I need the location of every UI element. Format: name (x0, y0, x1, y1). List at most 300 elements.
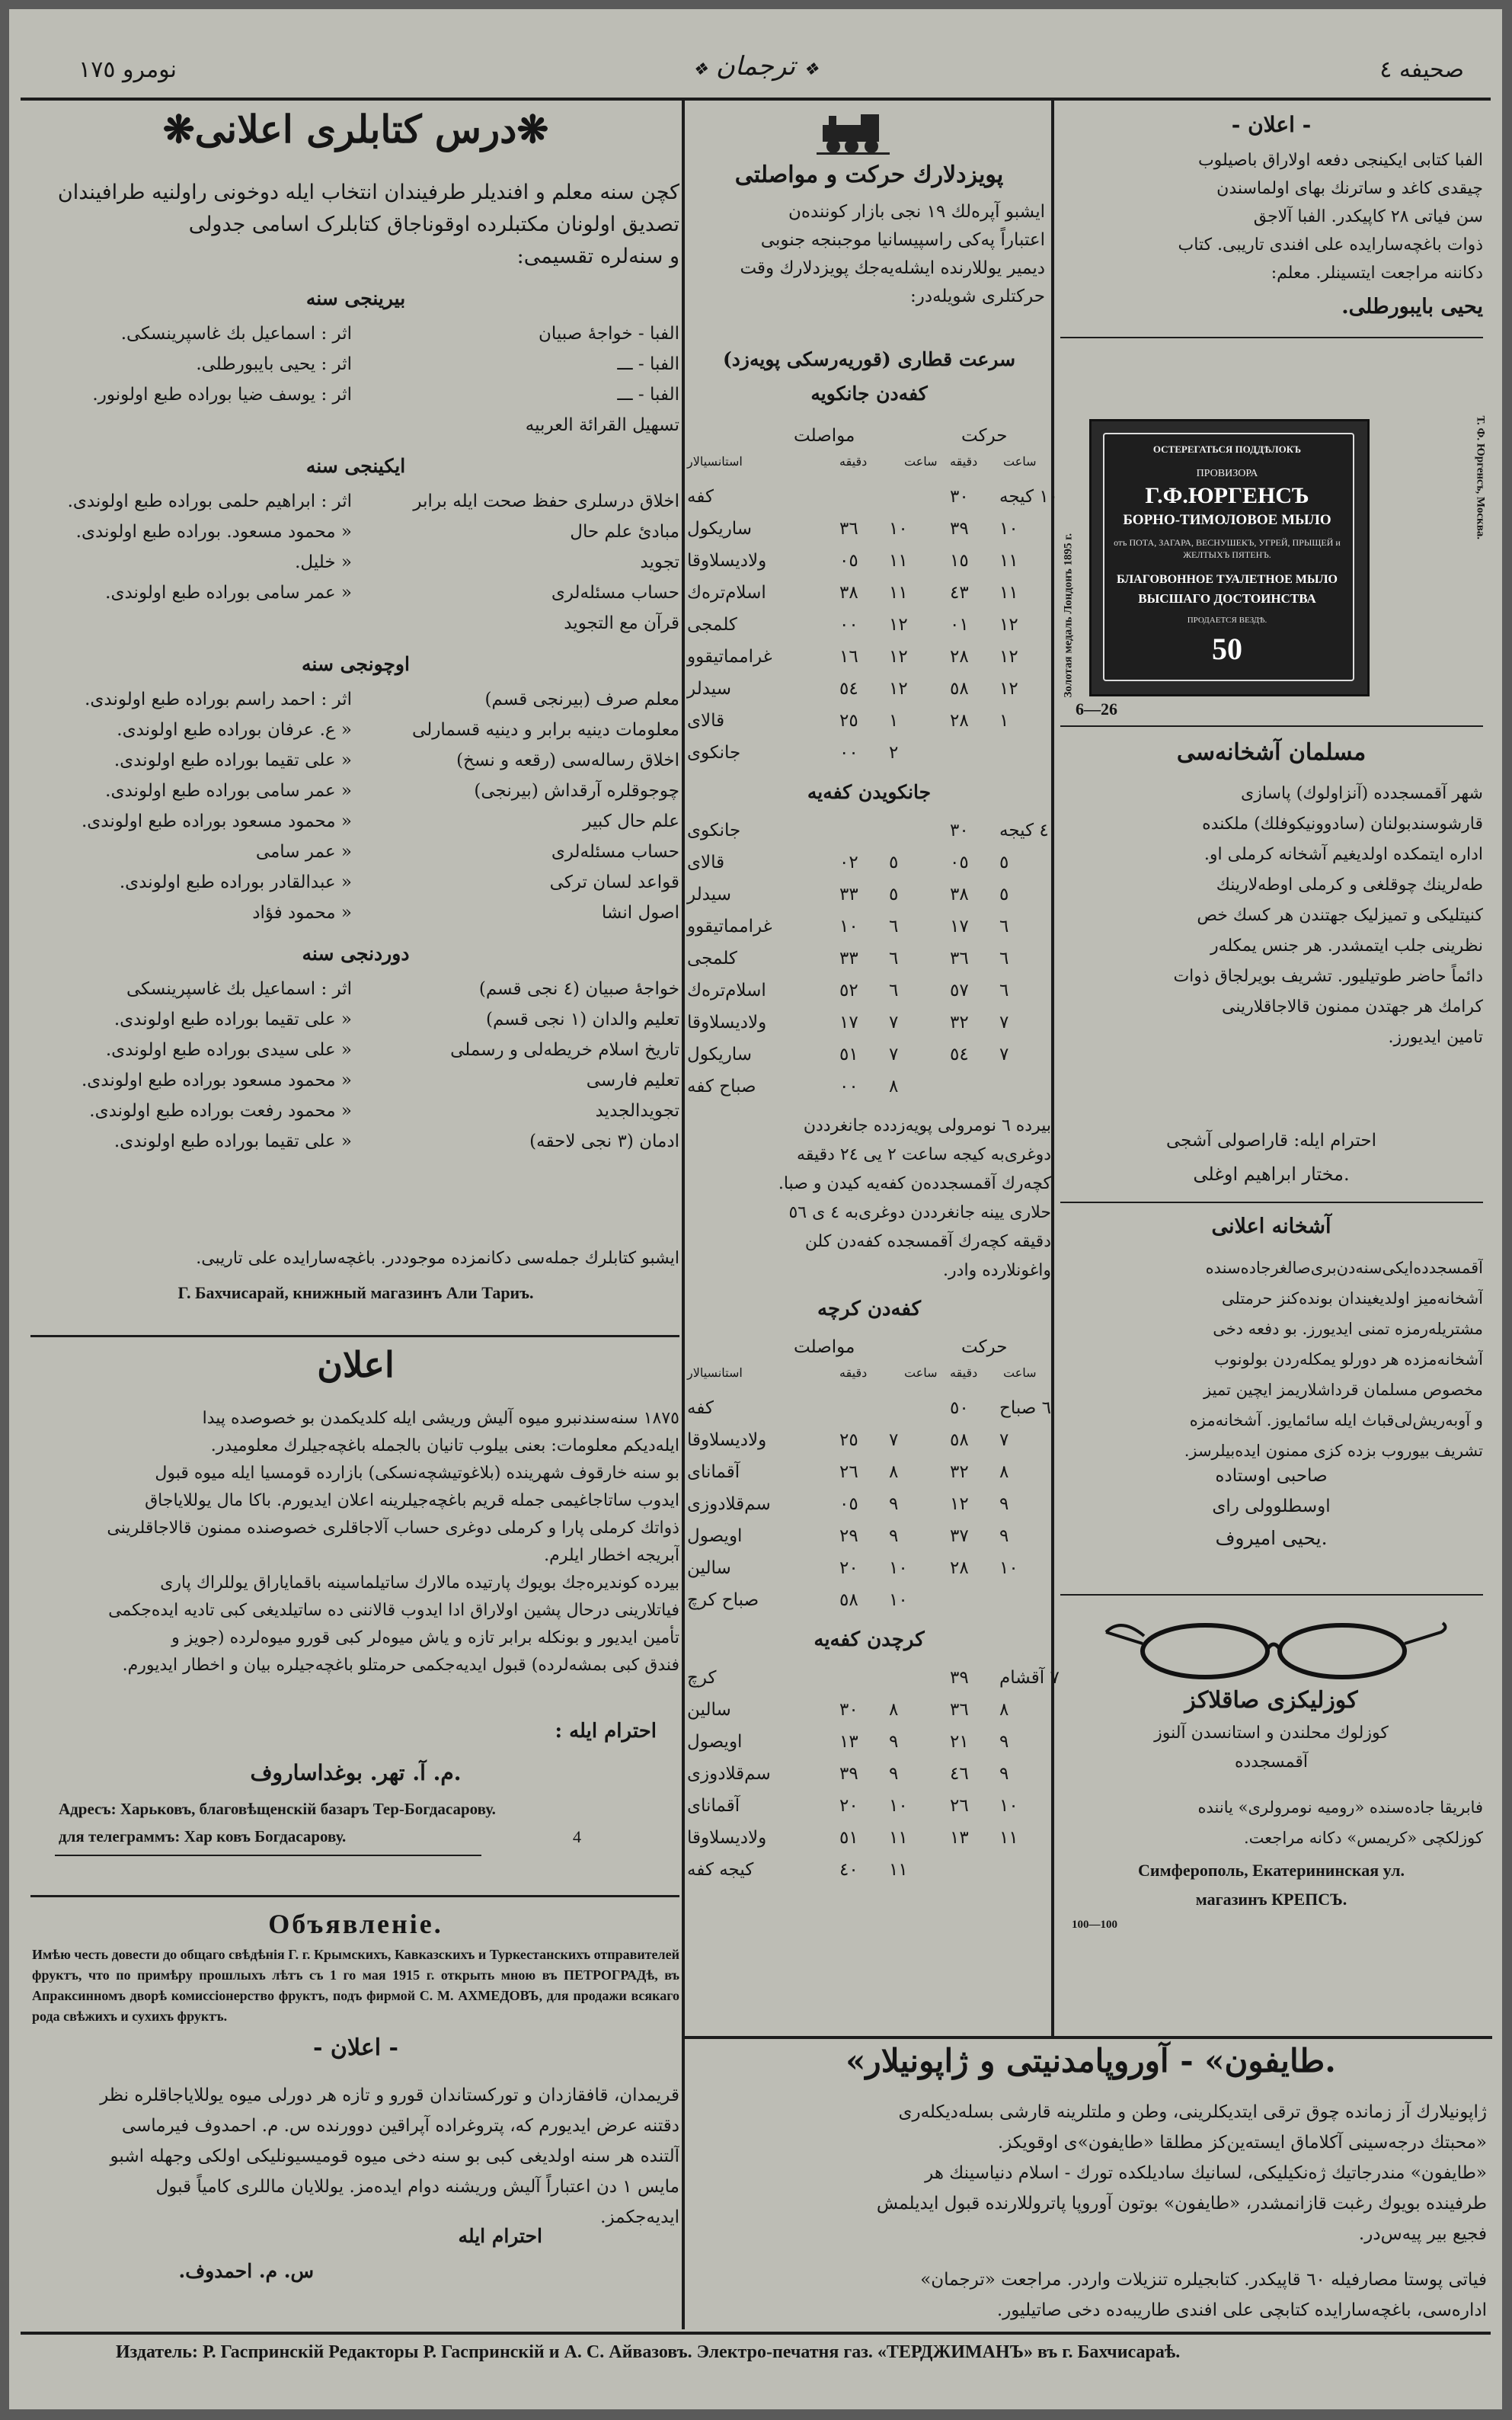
book-author: « عمر سامی بوراده طبع اولوندی. (105, 781, 352, 801)
arrive-hour: ١٢ (889, 647, 908, 667)
arrive-hour: ٨ (889, 1077, 899, 1096)
book-author: « عمر سامی بوراده طبع اولوندی. (105, 583, 352, 603)
book-title: معلومات دینیه برابر و دینیه قسمارلی (412, 720, 679, 740)
soap-side-right (1469, 415, 1491, 703)
book-title: تاریخ اسلام خریطه‌لی و رسملی (450, 1040, 679, 1060)
announcement-body-tr (32, 2080, 679, 2233)
express-train-label: سرعت قطاری (قوریه‌رسکی پویه‌زد) (722, 348, 1016, 370)
book-row (32, 410, 679, 440)
depart-hour: ١١ (999, 583, 1018, 603)
announcement-line: قریمدان، قافقازدان و تورکستاندان قورو و تازه هر دورلی میوه یوللایاجاقلره نظر (100, 2085, 679, 2105)
kitchen-ad-sig-3: یحیی امیروف. (1215, 1527, 1328, 1549)
depart-hour: ٥ (999, 885, 1009, 904)
book-row (32, 486, 679, 517)
arrive-minute: ٢٠ (839, 1796, 858, 1816)
depart-hour: ٩ (999, 1526, 1009, 1546)
fruit-ad-title: اعلان (317, 1344, 395, 1385)
book-author: اثر : یحیی بایبورطلی. (196, 354, 352, 374)
depart-minute: ٣٦ (950, 1700, 969, 1720)
year-heading: اوچونجی سنه (302, 653, 410, 675)
table-row (687, 610, 1051, 640)
fruit-ad-line: بیرده کوندیره‌جك بویوك پارتیده مالارك ساتیلماسینه باقمایاراق یوللراك پاری (160, 1573, 679, 1593)
table-row (687, 1791, 1051, 1821)
arrive-hour: ٩ (889, 1732, 899, 1752)
table-row (687, 738, 1051, 768)
arrive-minute: ٥٢ (839, 981, 858, 1000)
depart-minute: ٤٦ (950, 1764, 969, 1784)
depart-minute: ١٣ (950, 1828, 969, 1848)
book-row (32, 578, 679, 608)
depart-hour: ١٢ (999, 615, 1018, 635)
depart-minute: ٣٨ (950, 885, 969, 904)
glasses-ad-line: کوزلکچی «کریمس» دکانه مراجعت. (1243, 1829, 1483, 1847)
book-title: اخلاق درسلری حفظ صحت ایله برابر (413, 491, 679, 511)
kitchen-ad-line: آقمسجدده‌ایکی‌سنه‌دن‌بری‌صالغرجاده‌سنده (1205, 1259, 1483, 1277)
book-title: حساب مسئله‌لری (551, 842, 679, 862)
table-row (687, 674, 1051, 704)
column-header: دقیقه (839, 1365, 868, 1380)
alphabet-ad-line: الفبا کتابی ایکینجی دفعه اولاراق باصیلوب (1197, 151, 1483, 170)
depart-minute: ٣٠ (950, 821, 969, 840)
school-books-title-text: درس کتابلری اعلانی (194, 107, 517, 152)
kitchen-ad-line: آشخانه‌میز اولدیغیندان بونده‌کنز حرمتلی (1221, 1289, 1483, 1308)
fruit-ad-respect: احترام ایله : (555, 1720, 657, 1743)
arrive-minute: ١٧ (839, 1013, 858, 1032)
book-author: « محمود فؤاد (252, 903, 352, 923)
depart-minute: ٣٩ (950, 1668, 969, 1688)
kitchen-ad-sig-1: صاحبی اوستاده (1215, 1466, 1328, 1486)
train-intro-line: ایشبو آپره‌لك ١٩ نجی بازار کوننده‌ن (788, 202, 1045, 222)
book-title: مبادئ علم حال (570, 522, 679, 542)
route-kefe-kerch: کفه‌دن کرچه (817, 1298, 921, 1320)
arrive-minute: ٥١ (839, 1045, 858, 1064)
arrive-hour: ١١ (889, 1828, 908, 1848)
table-row (687, 1663, 1060, 1693)
book-author: « محمود مسعود. بوراده طبع اولوندی. (75, 522, 352, 542)
depart-minute: ٣٢ (950, 1462, 969, 1482)
book-title: تعلیم والدان (١ نجی قسم) (485, 1010, 679, 1029)
arrive-hour: ٧ (889, 1430, 899, 1450)
book-row (32, 608, 679, 639)
arrive-minute: ٢٥ (839, 711, 858, 731)
station-name: آقمانای (687, 1462, 740, 1482)
soap-provizor: ПРОВИЗОРА (1196, 468, 1258, 479)
arrive-hour: ٨ (889, 1462, 899, 1482)
table-row (687, 482, 1059, 512)
book-row (32, 776, 679, 806)
station-name: كيجه كفه (687, 1860, 754, 1880)
depart-minute: ١٥ (950, 551, 969, 571)
table-row (687, 1425, 1051, 1455)
table-row (687, 1695, 1051, 1725)
year-heading: ایکینجی سنه (305, 455, 406, 477)
book-row (32, 379, 679, 410)
train-intro-line: دیمیر یوللارنده ایشله‌یه‌جك پویزدلارك وقت (740, 258, 1045, 278)
arrive-minute: ٥١ (839, 1828, 858, 1848)
year-heading: دوردنجی سنه (302, 943, 410, 965)
train-icon (817, 107, 890, 157)
station-name: سیدلر (687, 679, 731, 699)
restaurant-ad-line: شهر آقمسجدده (آنزاولوك) پاسازی (1240, 784, 1483, 803)
typhoon-ad-line: «طایفون» مندرجاتیك ژه‌نکیلیکی، لسانیك سادیلکده تورك - اسلام دنیاسینك هر (925, 2163, 1487, 2183)
column-header: دقیقه (950, 1365, 978, 1380)
typhoon-price-line: اداره‌سی، باغچه‌سارایده کتابچی علی افندی طاریبه‌ده دخی صاتیلیور. (996, 2300, 1487, 2320)
column-group-header: حرکت (961, 426, 1008, 446)
station-name: سم‌قلادوزی (687, 1494, 771, 1514)
train-note-line: کچه‌رك آقمسجدده‌ن کفه‌یه کیدن و صبا. (778, 1174, 1051, 1193)
rule-r3 (1060, 1202, 1483, 1203)
restaurant-ad-line: قارشوسندبولنان (سادوونیکوفلك) ملکنده (1202, 815, 1483, 834)
book-title: ادمان (٣ نجی لاحقه) (529, 1132, 679, 1151)
book-author: « عمر سامی (255, 842, 352, 862)
fruit-ad-signature: م. آ. تهر. بوغداساروف. (250, 1760, 462, 1785)
column-header: دقیقه (839, 454, 868, 469)
kitchen-ad-line: تشریف بیوروب بزده کزی ممنون ایده‌بیلرسز. (1184, 1442, 1483, 1460)
depart-minute: ٥٨ (950, 679, 969, 699)
depart-hour: ١ (999, 711, 1009, 731)
alphabet-ad-line: دکاننه مراجعت ایتسینلر. معلم: (1271, 264, 1483, 283)
glasses-ad-address-2: магазинъ КРЕПСЪ. (1195, 1890, 1347, 1909)
table-row (687, 975, 1051, 1006)
arrive-hour: ٩ (889, 1764, 899, 1784)
fruit-ad-address: Адресъ: Харьковъ, благовѣщенскій базаръ Тер-Богдасарову. (59, 1800, 496, 1818)
depart-hour: ٧ (999, 1430, 1009, 1450)
table-row (687, 578, 1051, 608)
bookstore-note: ایشبو کتابلرك جمله‌سی دکانمزده موجوددر. باغچه‌سارایده علی تاریبی. (196, 1249, 679, 1268)
fruit-ad-telegram: для телеграммъ: Хар ковъ Богдасарову. (59, 1827, 347, 1845)
book-row (32, 898, 679, 928)
book-title: تعلیم فارسی (586, 1071, 679, 1090)
column-rule-left (682, 101, 685, 2329)
station-name: جانكوی (687, 743, 741, 763)
announcement-line: دقتنه عرض ایدیورم که، پتروغراده آپراقین دوورنده س. م. احمدوف فیرماسی (121, 2116, 679, 2136)
book-author: « علی تقیما بوراده طبع اولوندی. (113, 751, 352, 770)
station-name: كرچ (687, 1668, 717, 1688)
intro-line: تصدیق اولونان مکتبلرده اوقوناجاق کتابلرک اسامی جدولی (188, 213, 679, 236)
glasses-ad-address-1: Симферополь, Екатерининская ул. (1138, 1861, 1405, 1880)
book-row (32, 806, 679, 837)
school-books-intro (32, 177, 679, 273)
book-row (32, 867, 679, 898)
soap-side-left-text: Золотая медаль Лондонъ 1895 г. (1062, 533, 1075, 698)
arrive-hour: ١٠ (889, 1558, 908, 1578)
depart-hour: ١٠ كيجه (999, 487, 1059, 507)
book-title: حساب مسئله‌لری (551, 583, 679, 603)
rule-bottom-ad (685, 2036, 1492, 2039)
fruit-ad-line: ایله‌دیکم معلومات: بعنی بیلوب تانیان بالجمله باغچه‌جیلرك معلومیدر. (210, 1436, 679, 1455)
book-title: الفبا - خواجهٔ صبیان (538, 324, 679, 344)
station-name: كلمجی (687, 949, 737, 968)
book-row (32, 684, 679, 715)
kitchen-ad-line: مشتریله‌رمزه تمنی ایدیورز. بو دفعه دخی (1213, 1320, 1483, 1338)
depart-hour: ٩ (999, 1732, 1009, 1752)
intro-line: کچن سنه معلم و افندیلر طرفیندان انتخاب ایله دوخونی راولنیه طرافیندان (57, 181, 679, 204)
table-row (687, 514, 1051, 544)
train-note-line: دقیقه کچه‌رك آقمسجده کفه‌دن کلن (804, 1232, 1051, 1251)
intro-line: و سنه‌لره تقسیمی: (516, 245, 679, 268)
station-name: سالین (687, 1558, 731, 1578)
station-name: سالین (687, 1700, 731, 1720)
fruit-ad-line: تأمین ایدیور و بونکله برابر تازه و یاش میوه‌لر کبی قورو میوه‌لرده (جویز و (171, 1628, 679, 1647)
arrive-minute: ٣٠ (839, 1700, 858, 1720)
depart-minute: ١٢ (950, 1494, 969, 1514)
table-row (687, 879, 1051, 910)
arrive-hour: ٥ (889, 885, 899, 904)
arrive-minute: ٣٨ (839, 583, 858, 603)
table-subheader-row (687, 1358, 1051, 1388)
column-header: ساعت (1003, 1365, 1037, 1380)
typhoon-ad-line: فجیع بیر پیه‌س‌در. (1358, 2224, 1487, 2244)
announcement-line: ایدیه‌جکمز. (600, 2207, 679, 2227)
arrive-minute: ٠٠ (839, 615, 858, 635)
bookstore-address: Г. Бахчисарай, книжный магазинъ Али Тариъ. (177, 1283, 534, 1302)
arrive-hour: ٩ (889, 1494, 899, 1514)
soap-purpose: отъ ПОТА, ЗАГАРА, ВЕСНУШЕКЪ, УГРЕЙ, ПРЫЩЕЙ и ЖЕЛТЫХЪ ПЯТЕНЪ. (1114, 537, 1341, 560)
book-title: خواجهٔ صبیان (٤ نجی قسم) (478, 979, 679, 999)
book-title: الفبا - ـــ (617, 385, 679, 405)
depart-minute: ٣٩ (950, 519, 969, 539)
typhoon-price-line: فیاتی پوستا مصارفیله ٦٠ قاپیکدر. کتابجیلره تنزیلات واردر. مراجعت «ترجمان» (920, 2270, 1487, 2290)
arrive-hour: ١١ (889, 583, 908, 603)
depart-hour: ٨ (999, 1462, 1009, 1482)
kitchen-ad-line: مخصوص مسلمان قرداشلاریمز ایچین تمیز (1204, 1381, 1483, 1399)
book-title: تسهیل القرائة العربیه (525, 415, 679, 435)
arrive-hour: ١١ (889, 551, 908, 571)
kitchen-ad-sig-2: اوسطلوولی رای (1212, 1496, 1331, 1516)
depart-hour: ٦ (999, 949, 1009, 968)
book-row (32, 837, 679, 867)
book-author: « محمود رفعت بوراده طبع اولوندی. (89, 1101, 352, 1121)
arrive-minute: ٠٠ (839, 743, 858, 763)
rule-r2 (1060, 725, 1483, 727)
restaurant-ad-body (1060, 779, 1483, 1053)
book-row (32, 1035, 679, 1065)
alphabet-ad-line: ذوات باغچه‌سارایده علی افندی تاریبی. کتاب (1178, 235, 1483, 254)
table-row (687, 642, 1051, 672)
fruit-ad-line: ذواتك کرملی پارا و کرملی دوغری حساب آلاجاقلری خصوصنده ممنون قالاجاقلرینی (107, 1519, 679, 1538)
station-name: غرامماتیقوو (687, 647, 772, 667)
depart-minute: ٢١ (950, 1732, 969, 1752)
table-row (687, 1585, 1051, 1615)
announcement-title-ru: Объявленіе. (268, 1909, 443, 1939)
header-rule (21, 98, 1491, 101)
book-row (32, 1096, 679, 1126)
table-row (687, 911, 1051, 942)
fruit-ad-line: فیاتلارینی درحال پشین اولاراق ادا ایدوب قالاننی ده ساتیلدیغی کبی تادیه ایده‌جکمی (108, 1601, 679, 1620)
school-books-title: ❋درس کتابلری اعلانی❋ (162, 107, 549, 152)
arrive-minute: ٤٠ (839, 1860, 858, 1880)
book-row (32, 517, 679, 547)
typhoon-ad-line: «محبتك درجه‌سینی آکلاماق ایسته‌ین‌کز مطلقا «طایفون»ی اوقویکز. (997, 2133, 1487, 2153)
rule-left-1 (30, 1335, 679, 1337)
station-name: ساریكول (687, 1045, 753, 1064)
arrive-minute: ٣٩ (839, 1764, 858, 1784)
restaurant-ad-line: اداره ایتمکده اولدیغیم آشخانه کرملی او. (1204, 845, 1483, 864)
station-name: سیدلر (687, 885, 731, 904)
station-name: ولادیسلاوقا (687, 1013, 767, 1032)
arrive-minute: ٣٦ (839, 519, 858, 539)
arrive-hour: ١٢ (889, 679, 908, 699)
kitchen-ad-line: آشخانه‌مزده هر دورلو یمکله‌ردن بولونوب (1213, 1350, 1483, 1368)
restaurant-ad-line: کنیتلیکی و تمیزلیک جهتندن هر کسك خص (1197, 906, 1483, 925)
book-author: اثر : اسماعیل بك غاسپرینسکی (126, 979, 352, 999)
depart-minute: ٥٧ (950, 981, 969, 1000)
train-schedule-title: پویزدلارك حرکت و مواصلتی (734, 162, 1004, 188)
alphabet-ad-signature: یحیی بایبورطلی. (1341, 295, 1483, 319)
column-header: دقیقه (950, 454, 978, 469)
train-tables (687, 421, 1060, 2021)
book-author: اثر : ابراهیم حلمی بوراده طبع اولوندی. (67, 491, 352, 511)
soap-price: 50 (1212, 632, 1242, 666)
train-intro-line: اعتباراً په‌کی راسپیسانیا موجبنجه جنوبی (760, 230, 1045, 250)
soap-warning: ОСТЕРЕГАТЬСЯ ПОДДѢЛОКЪ (1152, 443, 1302, 455)
arrive-minute: ١٦ (839, 647, 858, 667)
restaurant-ad-line: دائماً حاضر طوتیلیور. تشریف بویرلجاق ذوات (1173, 967, 1483, 986)
column-group-header: مواصلت (794, 1337, 855, 1357)
restaurant-ad-respect: احترام ایله: قاراصولی آشجی (1165, 1131, 1377, 1151)
arrive-minute: ١٣ (839, 1732, 858, 1752)
arrive-minute: ٣٣ (839, 885, 858, 904)
glasses-ad-title: کوزلیکزی صاقلاکز (1184, 1687, 1358, 1714)
announcement-line: مایس ١ دن اعتباراً آلیش وریشنه دوام ایده‌مز. یوللایان ماللری کامیاً قبول (155, 2177, 679, 2197)
fruit-ad-line: ١٨٧٥ سنه‌سندنبرو میوه آلیش وریشی ایله کلدیکمدن بو خصوصده پیدا (202, 1409, 679, 1428)
book-author: اثر : یوسف ضیا بوراده طبع اولونور. (92, 385, 352, 405)
arrive-hour: ٦ (889, 917, 899, 936)
arrive-hour: ١١ (889, 1860, 908, 1880)
arrive-minute: ٠٠ (839, 1077, 858, 1096)
column-rule-right (1051, 101, 1054, 2036)
arrive-minute: ١٠ (839, 917, 858, 936)
fruit-ad-underline (55, 1855, 481, 1856)
typhoon-ad-line: طرفینده بویوك رغبت قازانمشدر، «طایفون» بوتون آوروپا پاتروللارنده قبول ایدیلمش (876, 2194, 1487, 2214)
train-note-line: دوغری‌به کیجه ساعت ٢ یی ٢٤ دقیقه (797, 1145, 1051, 1164)
book-title: تجویدالجدید (595, 1101, 679, 1121)
issue-number: نومرو ١٧٥ (78, 56, 177, 83)
train-intro-line: حرکتلری شویله‌در: (909, 286, 1045, 306)
depart-hour: ١٠ (999, 519, 1018, 539)
arrive-minute: ٢٠ (839, 1558, 858, 1578)
book-title: اخلاق رساله‌سی (رقعه و نسخ) (456, 751, 679, 770)
soap-code: 6—26 (1076, 699, 1117, 719)
arrive-hour: ١ (889, 711, 899, 731)
table-row (687, 943, 1051, 974)
restaurant-ad-line: کرامك هر جهتدن ممنون قالاجاقلارینی (1222, 997, 1483, 1016)
masthead-title: ❖ ترجمان ❖ (692, 51, 819, 82)
depart-minute: ١٧ (950, 917, 969, 936)
restaurant-ad-line: نظرینی جلب ایتمشدر. هر جنس یمکله‌ر (1210, 936, 1483, 956)
soap-product: БОРНО-ТИМОЛОВОЕ МЫЛО (1123, 512, 1331, 528)
restaurant-ad-line: تامین ایدیورز. (1388, 1028, 1483, 1047)
table-row (687, 1553, 1051, 1583)
train-note-line: حلاری یینه جانغرددن دوغری‌به ٤ ی ٥٦ (788, 1203, 1051, 1222)
depart-hour: ١٢ (999, 679, 1018, 699)
station-name: اسلام‌تره‌ك (687, 981, 766, 1000)
announcement-body-ru: Имѣю честь довести до общаго свѣдѣнія Г. г. Крымскихъ, Кавказскихъ и Туркестанскихъ отправителей фруктъ, что по примѣру прошлыхъ лѣтъ съ 1 го мая 1915 г. открыть мною въ ПЕТРОГРАДѣ, въ Апраксинномъ дворѣ комиссіонерство фруктъ, подъ фирмой С. М. АХМЕДОВЪ, для продажи всякаго рода свѣжихъ и сухихъ фруктъ. (32, 1947, 679, 2024)
depart-minute: ٥٤ (950, 1045, 969, 1064)
column-header: ساعت (904, 1365, 938, 1380)
book-title: تجوید (640, 552, 679, 572)
year-heading: بیرینجی سنه (305, 287, 406, 309)
station-name: ولادیسلاوقا (687, 1430, 767, 1450)
table-row (687, 546, 1051, 576)
soap-side-left (1057, 421, 1080, 703)
newspaper-page (9, 9, 1502, 2409)
station-name: كلمجی (687, 615, 737, 635)
station-name: اویصول (687, 1732, 743, 1752)
alphabet-ad-title: - اعلان - (1231, 112, 1312, 137)
glasses-ad-subtitle: کوزلوك محلندن و استانسدن آلنوز (1154, 1724, 1389, 1743)
depart-hour: ٥ (999, 853, 1009, 872)
station-name: جانكوی (687, 821, 741, 840)
book-author: « محمود مسعود بوراده طبع اولوندی. (81, 1071, 352, 1090)
depart-hour: ٧ آقشام (999, 1668, 1060, 1688)
alphabet-ad-line: چیقدی کاغد و ساترنك بهای اولماسندن (1216, 179, 1483, 198)
table-row (687, 1727, 1051, 1757)
book-row (32, 745, 679, 776)
rule-r1 (1060, 337, 1483, 338)
fruit-ad-line: فندق کبی بمشه‌لرده) قبول ایدیه‌جکمی حرمتلو باغچه‌جیلره بیان و اخطار ایدیورم. (122, 1656, 679, 1675)
book-author: « عبدالقادر بوراده طبع اولوندی. (119, 872, 352, 892)
book-author: « ع. عرفان بوراده طبع اولوندی. (117, 720, 352, 740)
soap-side-right-text: Т. Ф. Юргенсъ, Москва. (1474, 415, 1487, 540)
typhoon-ad-price (695, 2265, 1487, 2326)
table-row (687, 1007, 1051, 1038)
station-name: قالای (687, 711, 725, 731)
announcement-line: آلتنده هر سنه اولدیغی کبی بو سنه دخی میوه قومیسیونلیکی اولکی وجهله اشبو (110, 2146, 679, 2166)
book-author: اثر : احمد راسم بوراده طبع اولوندی. (85, 690, 352, 709)
depart-hour: ٩ (999, 1764, 1009, 1784)
depart-minute: ٤٣ (950, 583, 969, 603)
typhoon-ad-title: «طایفون» - آوروپامدنیتی و ژاپونیلار. (846, 2042, 1336, 2079)
glasses-ad-line: فابریقا جاده‌سنده «رومیه نومرولری» یاننده (1197, 1798, 1483, 1817)
depart-minute: ٢٦ (950, 1796, 969, 1816)
train-note-line: واغونلارده وادر. (943, 1261, 1051, 1280)
book-title: چوجوقلره آرقداش (بیرنجی) (474, 781, 679, 801)
arrive-minute: ٣٣ (839, 949, 858, 968)
arrive-minute: ٠٥ (839, 551, 858, 571)
station-name: سم‌قلادوزی (687, 1764, 771, 1784)
typhoon-ad-line: ژاپونیلارك آز زمانده چوق ترقی ایتدیکلرینی، وطن و ملتلرینه قارشی بسله‌دیکله‌ری (898, 2102, 1487, 2122)
book-author: « علی سیدی بوراده طبع اولوندی. (105, 1040, 352, 1060)
route-kefe-jankoy: کفه‌دن جانکویه (810, 383, 928, 405)
station-name: ولادیسلاوقا (687, 1828, 767, 1848)
station-name: كفه (687, 1398, 714, 1418)
restaurant-ad-title: مسلمان آشخانه‌سی (1176, 739, 1367, 766)
glasses-ad-city: آقمسجدده (1234, 1753, 1309, 1772)
station-name: اسلام‌تره‌ك (687, 583, 766, 603)
glasses-ad-code: 100—100 (1072, 1919, 1117, 1931)
announcement-signature: س. م. احمدوف. (178, 2260, 314, 2282)
arrive-minute: ٢٦ (839, 1462, 858, 1482)
announcement-title-tr: - اعلان - (313, 2034, 398, 2061)
fruit-ad-line: بو سنه خارقوف شهرینده (بلاغوتیشچه‌نسکی) بازارده قومسیا ایله میوه قبول (155, 1464, 679, 1483)
column-header: ساعت (904, 454, 938, 469)
restaurant-ad-line: طه‌لرینك چوقلغی و کرملی اوطه‌لارینك (1216, 875, 1483, 895)
book-row (32, 319, 679, 349)
arrive-hour: ٩ (889, 1526, 899, 1546)
kitchen-ad-body (1060, 1253, 1483, 1466)
table-row (687, 1039, 1051, 1070)
depart-minute: ٢٨ (950, 711, 969, 731)
depart-minute: ٥٨ (950, 1430, 969, 1450)
depart-hour: ٤ كيجه (999, 821, 1049, 840)
book-author: « علی تقیما بوراده طبع اولوندی. (113, 1132, 352, 1151)
book-row (32, 1126, 679, 1157)
route-jankoy-kefe: جانکویدن کفه‌یه (807, 781, 932, 803)
station-name: ساریكول (687, 519, 753, 539)
arrive-minute: ٠٥ (839, 1494, 858, 1514)
station-name: صباح كفه (687, 1077, 756, 1096)
